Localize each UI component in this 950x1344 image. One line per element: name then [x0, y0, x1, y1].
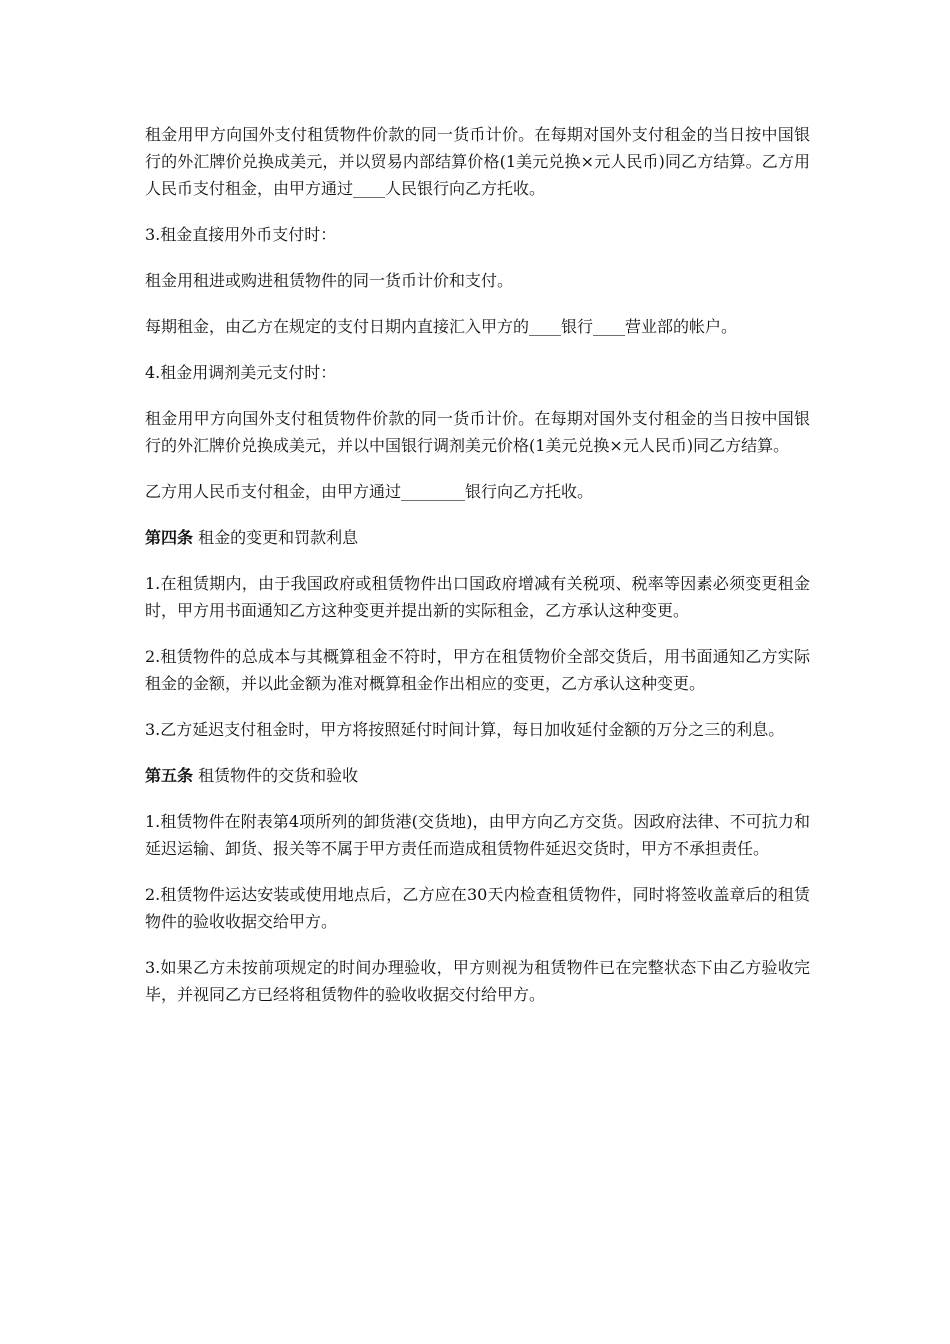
paragraph-14: [145, 881, 810, 935]
paragraph-text: 租金用甲方向国外支付租赁物件价款的同一货币计价。在每期对国外支付租金的当日按中国银行的外汇牌价兑换成美元，并以贸易内部结算价格(1美元兑换×元人民币)同乙方结算。乙方用人民币支付租金，由甲方通过____人民银行向乙方托收。: [145, 125, 810, 198]
section-heading-article-4: [145, 524, 810, 551]
paragraph-text: 3.乙方延迟支付租金时，甲方将按照延付时间计算，每日加收延付金额的万分之三的利息。: [145, 720, 785, 739]
paragraph-text: 租金用租进或购进租赁物件的同一货币计价和支付。: [145, 271, 514, 290]
paragraph-text: 3.如果乙方未按前项规定的时间办理验收，甲方则视为租赁物件已在完整状态下由乙方验收完毕，并视同乙方已经将租赁物件的验收收据交付给甲方。: [145, 958, 810, 1004]
article-title: 租赁物件的交货和验收: [193, 766, 359, 785]
paragraph-2: [145, 221, 810, 248]
paragraph-text: 1.在租赁期内，由于我国政府或租赁物件出口国政府增减有关税项、税率等因素必须变更租金时，甲方用书面通知乙方这种变更并提出新的实际租金，乙方承认这种变更。: [145, 574, 810, 620]
paragraph-13: [145, 808, 810, 862]
paragraph-text: 4.租金用调剂美元支付时：: [145, 363, 337, 382]
article-title: 租金的变更和罚款利息: [193, 528, 359, 547]
paragraph-7: [145, 478, 810, 505]
paragraph-text: 2.租赁物件运达安装或使用地点后，乙方应在30天内检查租赁物件，同时将签收盖章后的租赁物件的验收收据交给甲方。: [145, 885, 810, 931]
paragraph-text: 每期租金，由乙方在规定的支付日期内直接汇入甲方的____银行____营业部的帐户。: [145, 317, 738, 336]
paragraph-text: 租金用甲方向国外支付租赁物件价款的同一货币计价。在每期对国外支付租金的当日按中国银行的外汇牌价兑换成美元，并以中国银行调剂美元价格(1美元兑换×元人民币)同乙方结算。: [145, 409, 810, 455]
section-heading-article-5: [145, 762, 810, 789]
document-page: [145, 121, 810, 1027]
paragraph-1: [145, 121, 810, 202]
paragraph-3: [145, 267, 810, 294]
paragraph-11: [145, 716, 810, 743]
paragraph-text: 3.租金直接用外币支付时：: [145, 225, 337, 244]
paragraph-text: 1.租赁物件在附表第4项所列的卸货港(交货地)，由甲方向乙方交货。因政府法律、不可抗力和延迟运输、卸货、报关等不属于甲方责任而造成租赁物件延迟交货时，甲方不承担责任。: [145, 812, 810, 858]
paragraph-9: [145, 570, 810, 624]
paragraph-5: [145, 359, 810, 386]
paragraph-text: 乙方用人民币支付租金，由甲方通过________银行向乙方托收。: [145, 482, 594, 501]
paragraph-15: [145, 954, 810, 1008]
paragraph-4: [145, 313, 810, 340]
paragraph-6: [145, 405, 810, 459]
paragraph-text: 2.租赁物件的总成本与其概算租金不符时，甲方在租赁物价全部交货后，用书面通知乙方实际租金的金额，并以此金额为准对概算租金作出相应的变更，乙方承认这种变更。: [145, 647, 810, 693]
paragraph-10: [145, 643, 810, 697]
article-number: 第四条: [145, 528, 194, 547]
article-number: 第五条: [145, 766, 194, 785]
